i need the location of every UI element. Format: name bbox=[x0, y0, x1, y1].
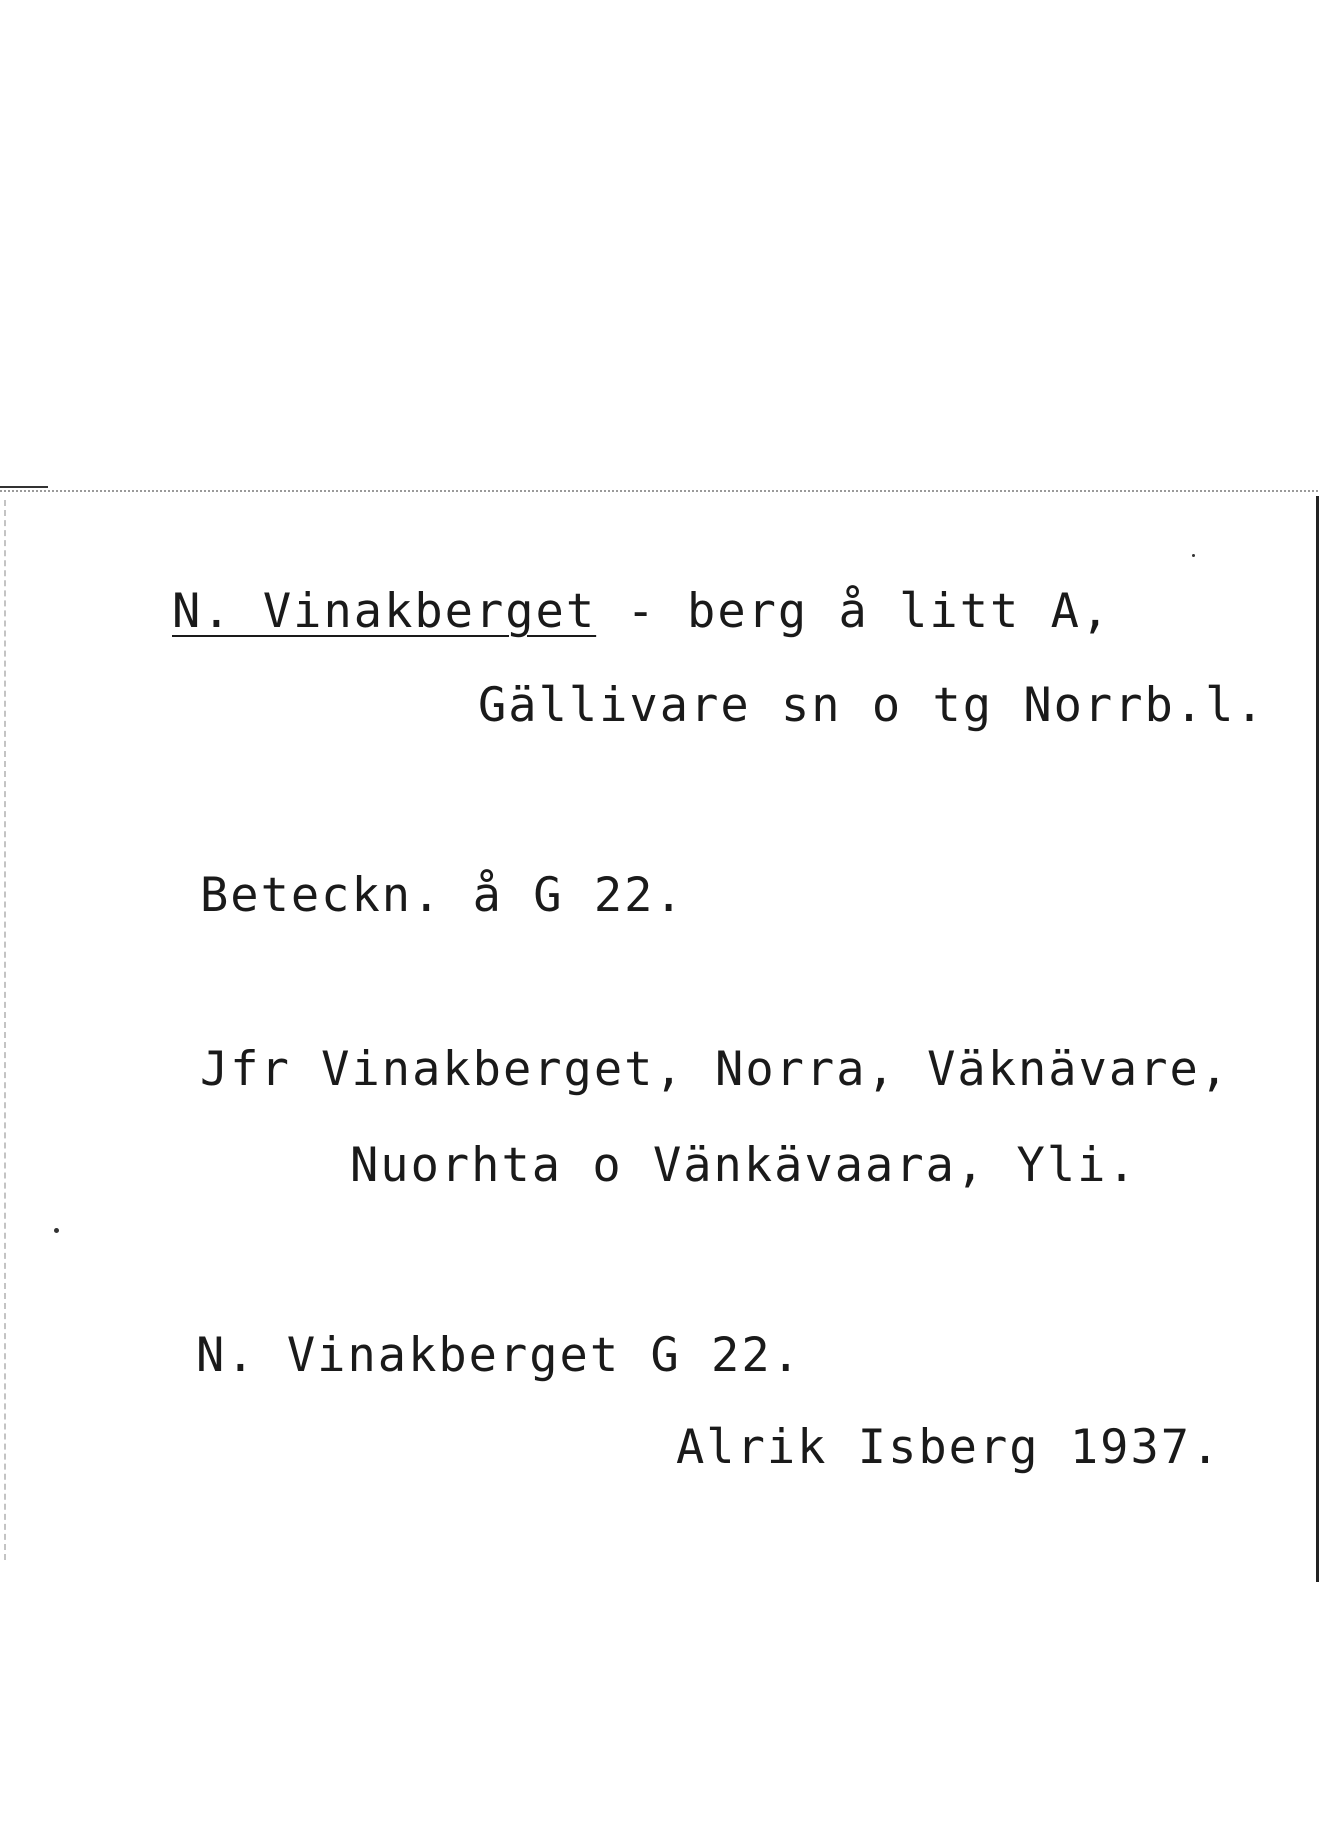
card-edge-right bbox=[1316, 496, 1319, 1582]
headword-description: - berg å litt A, bbox=[596, 584, 1112, 639]
ink-speck bbox=[54, 1228, 59, 1233]
card-edge-left bbox=[4, 500, 6, 1560]
location-line: Gällivare sn o tg Norrb.l. bbox=[478, 678, 1266, 733]
card-edge-top bbox=[0, 490, 1318, 492]
card-title-line bbox=[172, 584, 1112, 639]
headword: N. Vinakberget bbox=[172, 584, 597, 639]
cross-reference-line: Jfr Vinakberget, Norra, Väknävare, bbox=[200, 1042, 1231, 1097]
card-edge-top-left bbox=[0, 486, 48, 488]
ink-speck bbox=[1192, 554, 1195, 557]
map-reference-line: N. Vinakberget G 22. bbox=[196, 1328, 802, 1383]
author-signature-line: Alrik Isberg 1937. bbox=[676, 1420, 1222, 1475]
cross-reference-continuation: Nuorhta o Vänkävaara, Yli. bbox=[350, 1138, 1138, 1193]
designation-line: Beteckn. å G 22. bbox=[200, 868, 685, 923]
